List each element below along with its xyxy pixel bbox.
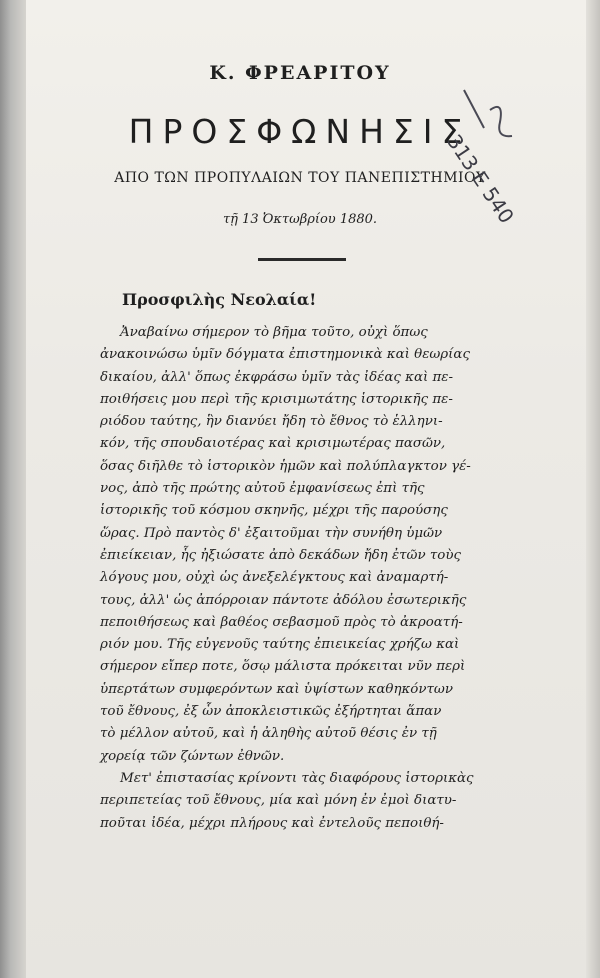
body-line: τὸ μέλλον αὐτοῦ, καὶ ἡ ἀληθὴς αὐτοῦ θέσις ἐν τῇ [100,726,437,742]
title-divider-rule [258,258,346,261]
body-line: ἀνακοινώσω ὑμῖν δόγματα ἐπιστημονικὰ καὶ θεωρίας [100,347,470,363]
body-line: λόγους μου, οὐχὶ ὡς ἀνεξελέγκτους καὶ ἀναμαρτή- [100,570,449,586]
body-line: δικαίου, ἀλλ' ὅπως ἐκφράσω ὑμῖν τὰς ἰδέας καὶ πε- [100,369,454,385]
body-line: πεποιθήσεως καὶ βαθέος σεβασμοῦ πρὸς τὸ ἀκροατή- [100,614,463,630]
body-line: Μετ' ἐπιστασίας κρίνοντι τὰς διαφόρους ἱστορικὰς [120,770,474,786]
body-line: ἐπιείκειαν, ἧς ἠξιώσατε ἀπὸ δεκάδων ἤδη ἐτῶν τοὺς [100,547,461,563]
handwritten-shelfmark: 313 Ε 540 [442,130,519,228]
document-title: ΠΡΟΣΦΩΝΗΣΙΣ [128,112,472,151]
body-line: σήμερον εἴπερ ποτε, ὅσῳ μάλιστα πρόκειται νῦν περὶ [100,659,466,675]
body-line: νος, ἀπὸ τῆς πρώτης αὐτοῦ ἐμφανίσεως ἐπὶ τῆς [100,481,425,497]
document-date: τῇ 13 Ὀκτωβρίου 1880. [222,212,378,227]
body-line: χορείᾳ τῶν ζώντων ἐθνῶν. [100,748,285,764]
author-heading: Κ. ΦΡΕΑΡΙΤΟΥ [209,62,391,84]
body-line: τους, ἀλλ' ὡς ἀπόρροιαν πάντοτε ἀδόλου ἐσωτερικῆς [100,592,467,608]
speech-body [100,322,520,835]
body-line: τοῦ ἔθνους, ἐξ ὧν ἀποκλειστικῶς ἐξήρτηται ἅπαν [100,704,442,720]
body-line: ποιθήσεις μου περὶ τῆς κρισιμωτάτης ἱστορικῆς πε- [100,391,453,407]
body-line: ἱστορικῆς τοῦ κόσμου σκηνῆς, μέχρι τῆς παρούσης [100,503,448,519]
body-line: κόν, τῆς σπουδαιοτέρας καὶ κρισιμωτέρας πασῶν, [100,436,446,452]
body-line: Ἀναβαίνω σήμερον τὸ βῆμα τοῦτο, οὐχὶ ὅπως [120,325,428,340]
body-line: περιπετείας τοῦ ἔθνους, μία καὶ μόνη ἐν ἐμοὶ διατυ- [100,793,457,809]
document-subtitle: ΑΠΟ ΤΩΝ ΠΡΟΠΥΛΑΙΩΝ ΤΟΥ ΠΑΝΕΠΙΣΤΗΜΙΟΥ [114,170,486,186]
body-line: ὥρας. Πρὸ παντὸς δ' ἐξαιτοῦμαι τὴν συνήθη ὑμῶν [100,525,443,541]
body-line: ριόν μου. Τῆς εὐγενοῦς ταύτης ἐπιεικείας χρήζω καὶ [100,637,460,653]
body-line: ὅσας διῆλθε τὸ ἱστορικὸν ἡμῶν καὶ πολύπλαγκτον γέ- [100,458,471,474]
body-line: ριόδου ταύτης, ἣν διανύει ἤδη τὸ ἔθνος τὸ ἑλληνι- [100,414,443,430]
body-line: ὑπερτάτων συμφερόντων καὶ ὑψίστων καθηκόντων [100,681,453,697]
salutation: Προσφιλὴς Νεολαία! [122,290,317,309]
body-line: ποῦται ἰδέα, μέχρι πλήρους καὶ ἐντελοῦς πεποιθή- [100,815,444,831]
